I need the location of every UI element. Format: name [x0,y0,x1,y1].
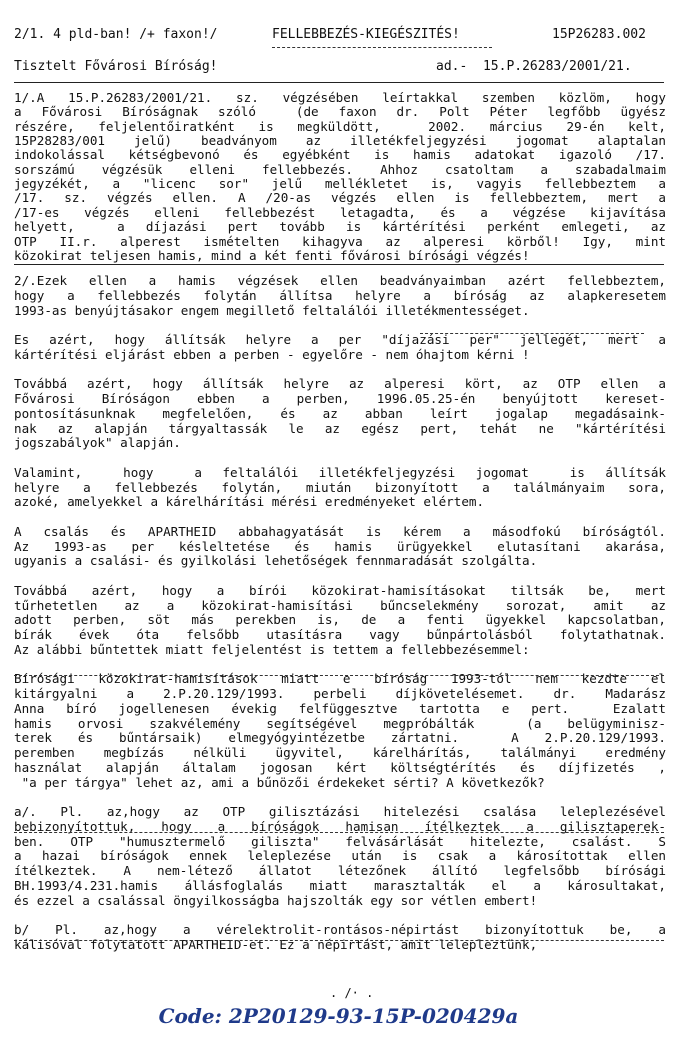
case-reference: ad.- 15.P.26283/2001/21. [436,59,632,74]
paragraph-separator [14,832,664,833]
header-row-1 [0,26,677,44]
title-underline [272,47,492,48]
header-copies-note: 2/1. 4 pld-ban! /+ faxon!/ [14,27,218,42]
text-line: bírák évek óta felsőbb utasításra vagy bűnpártolásból folytathatnak. [14,628,666,642]
text-line: közokirat teljesen hamis, mind a két fenti fővárosi bírósági végzés! [14,248,530,263]
text-line: kálisóval folytatott APARTHEID-et. Ez a népirtást, amit lelepleztünk, [14,937,538,952]
text-line: ítélkeztek. A nem-létező állatot létezőnek állító legfelsőbb bírósági [14,864,666,878]
text-line: A csalás és APARTHEID abbahagyatását is kérem a másodfokú bíróságtól. [14,524,666,539]
text-line: adott perben, söt más perekben is, de a fenti ügyekkel kapcsolatban, [14,613,666,628]
page-mark: . /· . [330,986,374,1000]
text-line: 1993-as benyújtásakor engem megillető feltalálói illetékmentességet. [14,303,530,318]
text-line: azoké, amelyekkel a kárelhárítási mérési eredményeket elértem. [14,495,485,510]
text-line: használat alapján általam jogosan kért költségtérítés és díjfizetés , [14,760,666,775]
text-line: ben. OTP "humusztermelő giliszta" felvásárlását hitelezte, csalást. S [14,834,666,849]
text-line: jogszabályok" alapján. [14,436,181,451]
header-row-2 [0,58,677,76]
text-line: hamis orvosi szakvélemény segítségével megpróbálták (a belügyminisz- [14,716,666,731]
text-line: kitárgyalni a 2.P.20.129/1993. perbeli díjkövetelésemet. dr. Madarász [14,687,666,701]
document-reference: 15P26283.002 [552,27,646,42]
text-line: Továbbá azért, hogy állítsák helyre az alperesi kört, az OTP ellen a [14,377,666,392]
text-line: és ezzel a csalással öngyilkosságba hajszolták egy sor vétlen embert! [14,893,538,908]
text-line: OTP II.r. alperest ismételten kihagyva az alperesi körből! Igy, mint [14,234,666,249]
text-line: helyett, a díjazási pert tovább is kártérítési perként emlegeti, az [14,220,666,235]
text-line: ugyanis a csalási- és gyilkolási lehetőségek fennmaradását szolgálta. [14,554,538,569]
text-line: a hazai bíróságok ennek leleplezése után is csak a károsítottak ellen [14,849,666,864]
divider-top [14,82,664,83]
paragraph-separator [14,940,664,941]
document-code: Code: 2P20129-93-15P-020429a [158,1004,519,1028]
text-line: részére, feljelentőiratként is megküldött, 2002. március 29-én kelt, [14,119,666,134]
text-line: peremben megbízás nélküli ügyvitel, kárelhárítás, találmányi eredmény [14,746,666,760]
text-line: jegyzékét, a "licenc sor" jelű mellékletet is, vagyis fellebbeztem a [14,177,666,192]
text-line: Bírósági közokirat-hamisítások miatt e bíróság 1993-tól nem kezdte el [14,672,666,687]
text-line: 15P28283/001 jelű) beadványom az illetékfeljegyzési jogomat alaptalan [14,134,666,149]
text-line: Es azért, hogy állítsák helyre a per "díjazási per" jellegét, mert a [14,333,666,347]
text-line: kártérítési eljárást ebben a perben - egyelőre - nem óhajtom kérni ! [14,347,530,362]
paragraph-separator [14,675,664,676]
text-line: Anna bíró jogellenesen évekig felfüggesztve tartotta e pert. Ezalatt [14,701,666,716]
text-line: Az 1993-as per késleltetése és hamis ürügyekkel elutasítani akarása, [14,539,666,554]
text-line: helyre a fellebbezés folytán, miután bizonyított a találmányaim sora, [14,480,666,495]
text-line: Az alábbi bűntettek miatt feljelentést is tettem a fellebbezésemmel: [14,642,530,657]
text-line: tűrhetetlen az a közokirat-hamisítási bűncselekmény sorozat, amit az [14,598,666,613]
text-line: b/ Pl. az,hogy a vérelektrolit-rontásos-népirtást bizonyítottuk be, a [14,923,666,937]
text-line: 1/.A 15.P.26283/2001/21. sz. végzésében leírtakkal szemben közlöm, hogy [14,91,666,105]
text-line: bebizonyítottuk, hogy a bíróságok hamisan ítélkeztek a gilisztaperek- [14,819,666,834]
text-line: hogy a fellebbezés folytán állítsa helyre a bíróság az alapkeresetem [14,288,666,303]
text-line: Fővárosi Bíróságon ebben a perben, 1996.05.25-én benyújtott kereset- [14,392,666,406]
text-line: a Fővárosi Bíróságnak szóló (de faxon dr. Polt Péter legfőbb ügyész [14,105,666,120]
text-line: 2/.Ezek ellen a hamis végzések ellen beadványaimban azért fellebbeztem, [14,274,666,288]
paragraph-separator [420,333,644,334]
text-line: nak az alapján tárgyaltassák le az egész pert, tehát ne "kártérítési [14,421,666,436]
text-line: sorszámú végzésük elleni fellebbezés. Ahhoz csatoltam a szabadalmaim [14,162,666,177]
text-line: terek és bűntársaik) elmegyógyintézetbe zártatni. A 2.P.20.129/1993. [14,731,666,746]
text-line: indokolással kétségbevonó és egyébként is hamis adatokat igazoló /17. [14,148,666,163]
text-line: Valamint, hogy a feltalálói illetékfeljegyzési jogomat is állítsák [14,465,666,480]
text-line: /17. sz. végzés ellen. A /20-as végzés ellen is fellebbeztem, mert a [14,191,666,206]
divider-middle [14,264,664,265]
text-line: /17-es végzés elleni fellebbezést letagadta, és a végzése kijavítása [14,205,666,220]
document-title: FELLEBBEZÉS-KIEGÉSZITÉS! [272,27,460,42]
text-line: Továbbá azért, hogy a bírói közokirat-hamisításokat tiltsák be, mert [14,583,666,598]
addressee: Tisztelt Fővárosi Bíróság! [14,59,218,74]
text-line: "a per tárgya" lehet az, ami a bűnözői érdekeket sérti? A következők? [14,775,545,790]
text-line: pontosításunknak megfelelően, és az abban leírt jogalap megadásaink- [14,406,666,421]
text-line: BH.1993/4.231.hamis állásfoglalás miatt marasztalták el a károsultakat, [14,878,666,893]
text-line: a/. Pl. az,hogy az OTP gilisztázási hitelezési csalása leleplezésével [14,805,666,819]
